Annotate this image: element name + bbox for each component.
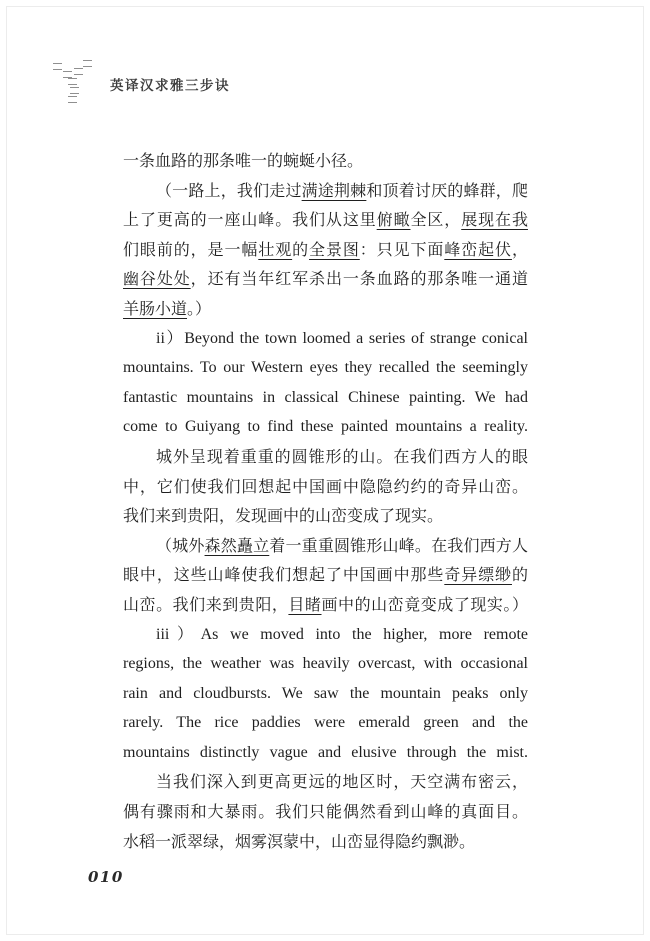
text-segment: 们眼前的，是一幅 (123, 239, 259, 259)
text-line (123, 708, 528, 738)
underlined-phrase: 幽谷处处 (123, 269, 191, 289)
text-segment: 和顶着讨厌的蜂群，爬 (366, 180, 528, 200)
text-segment: mountains. To our Western eyes they recalled the seemingly (123, 359, 528, 377)
text-segment: 山峦。我们来到贵阳， (123, 594, 289, 614)
text-segment: 城外呈现着重重的圆锥形的山。在我们西方人的眼 (156, 446, 528, 466)
underlined-phrase: 奇异缥缈 (444, 565, 512, 585)
brand-dash (68, 78, 77, 85)
text-segment: 眼中，这些山峰使我们想起了中国画中那些 (123, 565, 445, 585)
text-segment: 的 (511, 565, 528, 585)
text-line (123, 501, 528, 531)
text-line (123, 649, 528, 679)
brand-dash (70, 87, 79, 94)
text-segment: 一条血路的那条唯一的蜿蜒小径。 (123, 151, 364, 170)
text-segment: regions, the weather was heavily overcast, with occasional (123, 655, 528, 673)
text-line (123, 797, 528, 827)
underlined-phrase: 俯瞰 (376, 210, 411, 230)
text-line (123, 176, 528, 206)
brand-dash (83, 60, 92, 67)
underlined-phrase: 目睹 (288, 594, 322, 614)
text-line (123, 472, 528, 502)
text-segment: 上了更高的一座山峰。我们从这里 (123, 210, 377, 230)
underlined-phrase: 壮观 (258, 239, 293, 259)
text-segment: 。） (187, 298, 212, 318)
text-line (123, 235, 528, 265)
text-segment: mountains distinctly vague and elusive through the mist. (123, 743, 528, 761)
text-segment: fantastic mountains in classical Chinese painting. We had (123, 388, 528, 406)
text-line (123, 767, 528, 797)
page-number: 010 (88, 868, 124, 886)
text-line (123, 620, 528, 650)
brand-dash (63, 71, 72, 78)
text-segment: ii）Beyond the town loomed a series of strange conical (156, 329, 528, 347)
text-line (123, 146, 528, 176)
text-line (123, 738, 528, 768)
text-segment: 画中的山峦竟变成了现实。） (321, 594, 528, 614)
text-segment: 中，它们使我们回想起中国画中隐隐约约的奇异山峦。 (123, 476, 528, 496)
text-segment: 偶有骤雨和大暴雨。我们只能偶然看到山峰的真面目。 (123, 802, 528, 822)
text-segment: 当我们深入到更高更远的地区时，天空满布密云， (156, 772, 528, 792)
text-segment: 水稻一派翠绿，烟雾溟蒙中，山峦显得隐约飘渺。 (123, 831, 476, 851)
text-line (123, 264, 528, 294)
text-segment: iii）As we moved into the higher, more remote (156, 625, 528, 643)
text-segment: ， (511, 239, 528, 259)
text-segment: ：只见下面 (359, 239, 445, 259)
text-line (123, 590, 528, 620)
text-line (123, 827, 528, 857)
underlined-phrase: 满途荆棘 (301, 180, 367, 200)
text-line (123, 205, 528, 235)
text-line (123, 353, 528, 383)
underlined-phrase: 展现在我 (461, 210, 528, 230)
text-segment: 着一重重圆锥形山峰。在我们西方人 (269, 535, 528, 555)
text-segment: 的 (292, 239, 310, 259)
text-line (123, 412, 528, 442)
underlined-phrase: 森然矗立 (204, 535, 270, 555)
text-line (123, 324, 528, 354)
text-segment: 我们来到贵阳，发现画中的山峦变成了现实。 (123, 506, 444, 526)
text-line (123, 560, 528, 590)
text-line (123, 442, 528, 472)
text-segment: （一路上，我们走过 (156, 180, 302, 200)
text-segment: come to Guiyang to find these painted mountains a reality. (123, 418, 528, 436)
text-line (123, 531, 528, 561)
brand-dash (68, 96, 77, 103)
text-line (123, 294, 528, 324)
text-segment: rain and cloudbursts. We saw the mountain peaks only (123, 684, 528, 702)
brand-dash (53, 63, 62, 70)
text-segment: rarely. The rice paddies were emerald green and the (123, 714, 528, 732)
book-title: 英译汉求雅三步诀 (110, 78, 230, 93)
underlined-phrase: 羊肠小道 (123, 298, 188, 318)
page-header (52, 58, 230, 104)
brand-mark-icon (52, 58, 96, 104)
text-segment: ，还有当年红军杀出一条血路的那条唯一通道 (190, 269, 528, 289)
underlined-phrase: 峰峦起伏 (444, 239, 512, 259)
text-segment: 全区， (410, 210, 462, 230)
text-line (123, 679, 528, 709)
underlined-phrase: 全景图 (309, 239, 360, 259)
brand-dash (74, 68, 83, 75)
text-line (123, 383, 528, 413)
text-segment: （城外 (156, 535, 205, 555)
text-block (123, 146, 528, 856)
